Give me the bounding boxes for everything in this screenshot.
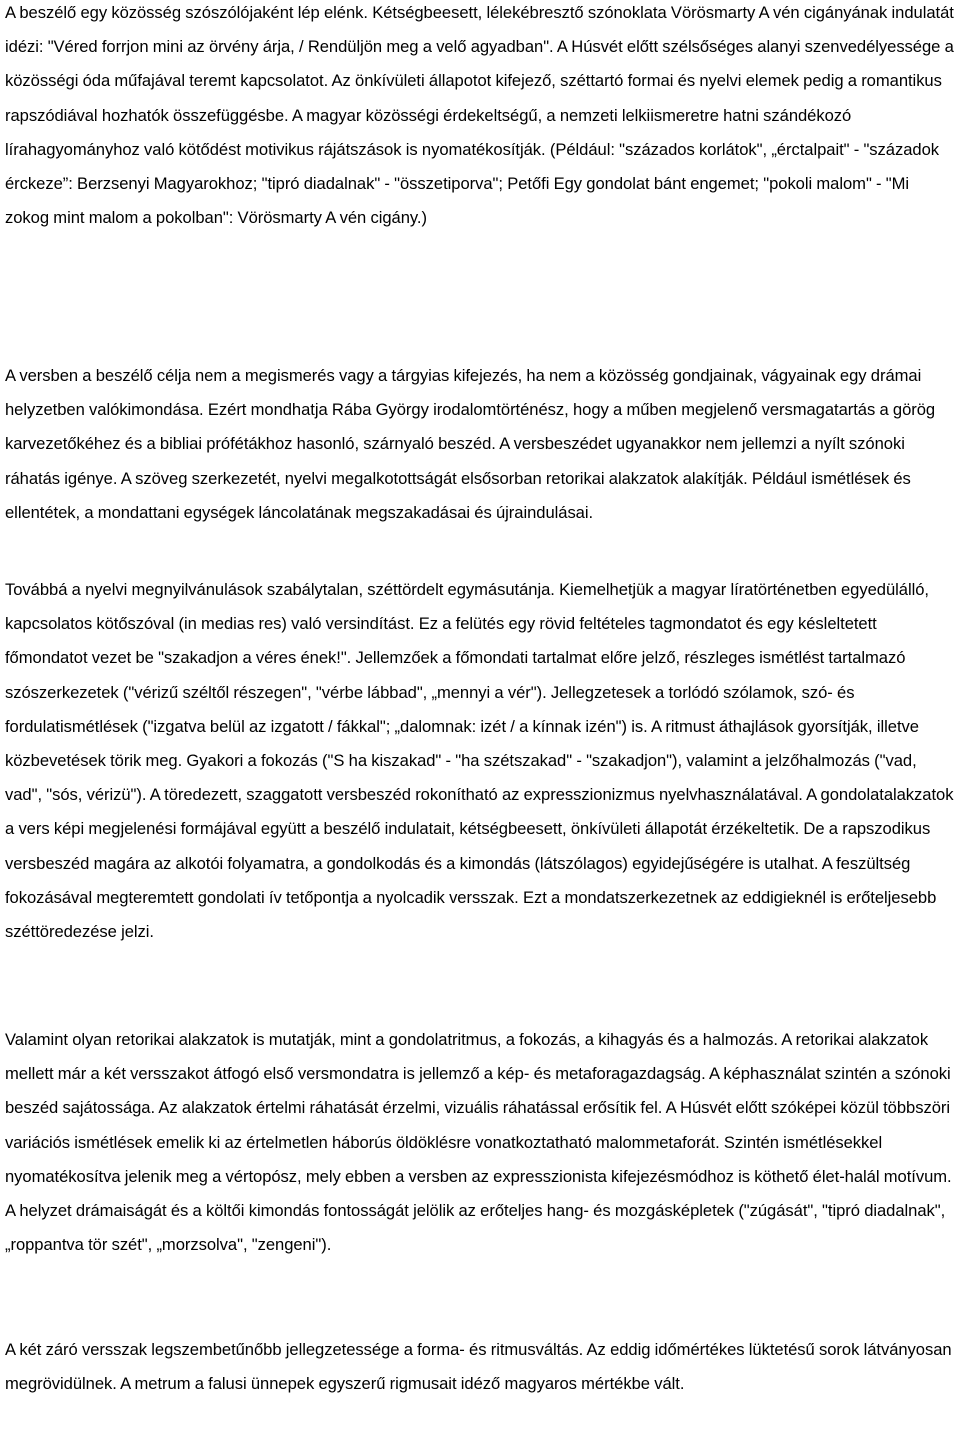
paragraph-speaker-purpose: A versben a beszélő célja nem a megismerés vagy a tárgyias kifejezés, ha nem a közösség gondjainak, vágyainak egy drámai helyzetben valókimondása. Ezért mondhatja Rába György irodalomtörténész, hogy a műben megjelenő versmagatartás a görög karvezetőkéhez és a bibliai prófétákhoz hasonló, szárnyaló beszéd. A versbeszédet ugyanakkor nem jellemzi a nyílt szónoki ráhatás igénye. A szöveg szerkezetét, nyelvi megalkotottságát elsősorban retorikai alakzatok alakítják. Például ismétlések és ellentétek, a mondattani egységek láncolatának megszakadásai és újraindulásai.	[5, 366, 936, 522]
paragraph-intro: A beszélő egy közösség szószólójaként lép elénk. Kétségbeesett, lélekébresztő szónoklata Vörösmarty A vén cigányának indulatát idézi: "Véred forrjon mini az örvény árja, / Rendüljön meg a velő agyadban". A Húsvét előtt szélsőséges alanyi szenvedélyessége a közösségi óda műfajával teremt kapcsolatot. Az önkívületi állapotot kifejező, széttartó formai és nyelvi elemek pedig a romantikus rapszódiával hozhatók összefüggésbe. A magyar közösségi érdekeltségű, a nemzeti lelkiismeretre hatni szándékozó lírahagyományhoz való kötődést motivikus rájátszások is nyomatékosítják. (Például: "százados korlátok", „érctalpait" - "századok érckeze”: Berzsenyi Magyarokhoz; "tipró diadalnak" - "összetiporva"; Petőfi Egy gondolat bánt engemet; "pokoli malom" - "Mi zokog mint malom a pokolban": Vörösmarty A vén cigány.)	[5, 3, 954, 228]
paragraph-closing-stanzas: A két záró versszak legszembetűnőbb jellegzetessége a forma- és ritmusváltás. Az eddig időmértékes lüktetésű sorok látványosan megrövidülnek. A metrum a falusi ünnepek egyszerű rigmusait idéző magyaros mértékbe vált.	[5, 1340, 952, 1394]
paragraph-rhetorical-figures: Valamint olyan retorikai alakzatok is mutatják, mint a gondolatritmus, a fokozás, a kihagyás és a halmozás. A retorikai alakzatok mellett már a két versszakot átfogó első versmondatra is jellemző a kép- és metaforagazdagság. A képhasználat szintén a szónoki beszéd sajátossága. Az alakzatok értelmi ráhatását érzelmi, vizuális ráhatással erősítik fel. A Húsvét előtt szóképei közül többszöri variációs ismétlések emelik ki az értelmetlen háborús öldöklésre vonatkoztatható malommetaforát. Szintén ismétlésekkel nyomatékosítva jelenik meg a vértopósz, mely ebben a versben az expresszionista kifejezésmódhoz is köthető élet-halál motívum. A helyzet drámaiságát és a költői kimondás fontosságát jelölik az erőteljes hang- és mozgásképletek ("zúgását", "tipró diadalnak", „roppantva tör szét", „morzsolva", "zengeni").	[5, 1030, 952, 1255]
paragraph-language-features: Továbbá a nyelvi megnyilvánulások szabálytalan, széttördelt egymásutánja. Kiemelhetjük a magyar líratörténetben egyedülálló, kapcsolatos kötőszóval (in medias res) való versindítást. Ez a felütés egy rövid feltételes tagmondatot és egy késleltetett főmondatot vezet be "szakadjon a véres ének!". Jellemzőek a főmondati tartalmat előre jelző, részleges ismétlést tartalmazó szószerkezetek ("vérizű széltől részegen", "vérbe lábbad", „mennyi a vér"). Jellegzetesek a torlódó szólamok, szó- és fordulatismétlések ("izgatva belül az izgatott / fákkal"; „dalomnak: izét / a kínnak izén") is. A ritmust áthajlások gyorsítják, illetve közbevetések törik meg. Gyakori a fokozás ("S ha kiszakad" - "ha szétszakad" - "szakadjon"), valamint a jelzőhalmozás ("vad, vad", "sós, vérizü"). A töredezett, szaggatott versbeszéd rokonítható az expresszionizmus nyelvhasználatával. A gondolatalakzatok a vers képi megjelenési formájával együtt a beszélő indulatait, kétségbeesett, önkívületi állapotát érzékeltetik. De a rapszodikus versbeszéd magára az alkotói folyamatra, a gondolkodás és a kimondás (látszólagos) egyidejűségére is utalhat. A feszültség fokozásával megteremtett gondolati ív tetőpontja a nyolcadik versszak. Ezt a mondatszerkezetnek az eddigieknél is erőteljesebb széttöredezése jelzi.	[5, 580, 954, 942]
